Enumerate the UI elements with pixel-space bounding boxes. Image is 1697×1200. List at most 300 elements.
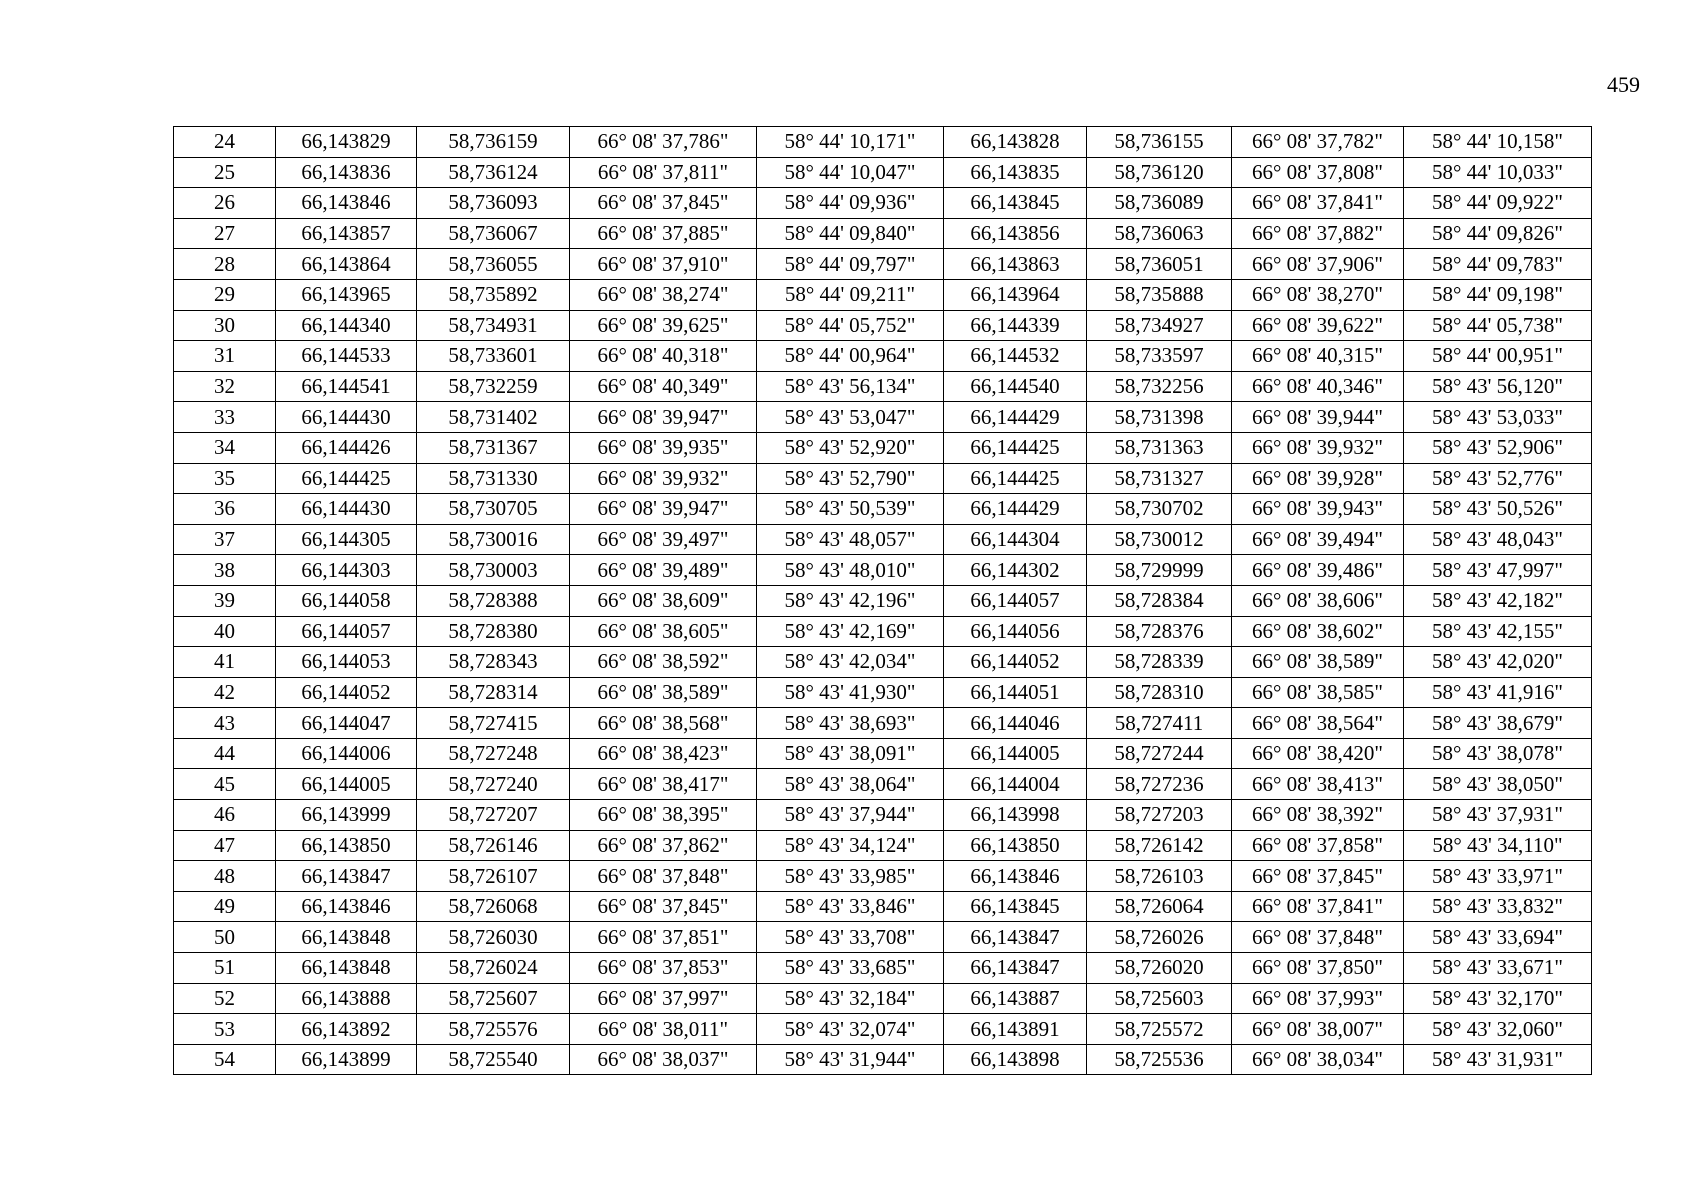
latitude-dms-alt-cell: 66° 08' 37,848" <box>1232 922 1404 953</box>
latitude-decimal-cell: 66,144541 <box>276 371 417 402</box>
longitude-decimal-alt-cell: 58,725536 <box>1087 1044 1232 1075</box>
latitude-dms-alt-cell: 66° 08' 38,413" <box>1232 769 1404 800</box>
latitude-decimal-alt-cell: 66,143856 <box>944 218 1087 249</box>
point-number-cell: 32 <box>174 371 276 402</box>
latitude-decimal-alt-cell: 66,143891 <box>944 1014 1087 1045</box>
longitude-decimal-cell: 58,730016 <box>417 524 570 555</box>
latitude-dms-cell: 66° 08' 39,497" <box>570 524 757 555</box>
table-row <box>174 402 1592 433</box>
longitude-decimal-cell: 58,731330 <box>417 463 570 494</box>
point-number-cell: 37 <box>174 524 276 555</box>
latitude-dms-cell: 66° 08' 39,935" <box>570 432 757 463</box>
latitude-dms-cell: 66° 08' 39,932" <box>570 463 757 494</box>
latitude-decimal-cell: 66,144426 <box>276 432 417 463</box>
latitude-dms-alt-cell: 66° 08' 37,782" <box>1232 127 1404 158</box>
longitude-dms-alt-cell: 58° 44' 09,826" <box>1404 218 1592 249</box>
point-number-cell: 45 <box>174 769 276 800</box>
point-number-cell: 29 <box>174 279 276 310</box>
longitude-dms-cell: 58° 43' 33,846" <box>757 891 944 922</box>
latitude-dms-alt-cell: 66° 08' 37,850" <box>1232 953 1404 984</box>
latitude-decimal-cell: 66,144057 <box>276 616 417 647</box>
latitude-dms-cell: 66° 08' 39,489" <box>570 555 757 586</box>
latitude-dms-cell: 66° 08' 38,589" <box>570 677 757 708</box>
point-number-cell: 50 <box>174 922 276 953</box>
longitude-dms-alt-cell: 58° 43' 32,060" <box>1404 1014 1592 1045</box>
latitude-dms-cell: 66° 08' 39,625" <box>570 310 757 341</box>
page-number: 459 <box>1607 72 1640 97</box>
longitude-decimal-cell: 58,727240 <box>417 769 570 800</box>
latitude-dms-cell: 66° 08' 37,862" <box>570 830 757 861</box>
longitude-decimal-alt-cell: 58,731363 <box>1087 432 1232 463</box>
longitude-dms-alt-cell: 58° 43' 52,906" <box>1404 432 1592 463</box>
longitude-dms-cell: 58° 43' 32,184" <box>757 983 944 1014</box>
table-row <box>174 769 1592 800</box>
table-row <box>174 494 1592 525</box>
latitude-dms-alt-cell: 66° 08' 37,808" <box>1232 157 1404 188</box>
longitude-decimal-cell: 58,736093 <box>417 188 570 219</box>
table-row <box>174 922 1592 953</box>
longitude-decimal-alt-cell: 58,731398 <box>1087 402 1232 433</box>
longitude-dms-alt-cell: 58° 43' 50,526" <box>1404 494 1592 525</box>
longitude-decimal-cell: 58,730705 <box>417 494 570 525</box>
latitude-decimal-cell: 66,143846 <box>276 188 417 219</box>
latitude-dms-cell: 66° 08' 37,851" <box>570 922 757 953</box>
longitude-decimal-cell: 58,734931 <box>417 310 570 341</box>
latitude-decimal-cell: 66,143836 <box>276 157 417 188</box>
table-row <box>174 708 1592 739</box>
latitude-dms-cell: 66° 08' 40,318" <box>570 341 757 372</box>
longitude-dms-cell: 58° 43' 33,708" <box>757 922 944 953</box>
latitude-decimal-alt-cell: 66,144302 <box>944 555 1087 586</box>
longitude-dms-alt-cell: 58° 43' 42,020" <box>1404 647 1592 678</box>
longitude-decimal-cell: 58,731367 <box>417 432 570 463</box>
table-row <box>174 218 1592 249</box>
table-row <box>174 127 1592 158</box>
latitude-dms-alt-cell: 66° 08' 39,622" <box>1232 310 1404 341</box>
latitude-dms-cell: 66° 08' 37,885" <box>570 218 757 249</box>
longitude-dms-cell: 58° 44' 09,797" <box>757 249 944 280</box>
longitude-decimal-alt-cell: 58,729999 <box>1087 555 1232 586</box>
longitude-dms-cell: 58° 43' 50,539" <box>757 494 944 525</box>
latitude-dms-alt-cell: 66° 08' 38,585" <box>1232 677 1404 708</box>
table-row <box>174 585 1592 616</box>
longitude-decimal-cell: 58,736067 <box>417 218 570 249</box>
longitude-dms-cell: 58° 43' 42,169" <box>757 616 944 647</box>
table-row <box>174 891 1592 922</box>
latitude-decimal-alt-cell: 66,143835 <box>944 157 1087 188</box>
coordinates-table <box>173 126 1592 1075</box>
longitude-decimal-alt-cell: 58,725572 <box>1087 1014 1232 1045</box>
longitude-dms-alt-cell: 58° 43' 34,110" <box>1404 830 1592 861</box>
latitude-dms-cell: 66° 08' 38,568" <box>570 708 757 739</box>
longitude-dms-cell: 58° 43' 38,693" <box>757 708 944 739</box>
longitude-decimal-alt-cell: 58,728339 <box>1087 647 1232 678</box>
point-number-cell: 24 <box>174 127 276 158</box>
longitude-dms-alt-cell: 58° 44' 05,738" <box>1404 310 1592 341</box>
longitude-decimal-cell: 58,726024 <box>417 953 570 984</box>
latitude-decimal-cell: 66,143829 <box>276 127 417 158</box>
latitude-decimal-alt-cell: 66,143998 <box>944 800 1087 831</box>
table-row <box>174 983 1592 1014</box>
table-body <box>174 127 1592 1075</box>
longitude-decimal-alt-cell: 58,735888 <box>1087 279 1232 310</box>
latitude-dms-cell: 66° 08' 38,592" <box>570 647 757 678</box>
longitude-dms-cell: 58° 43' 42,196" <box>757 585 944 616</box>
latitude-decimal-cell: 66,143888 <box>276 983 417 1014</box>
latitude-dms-alt-cell: 66° 08' 38,034" <box>1232 1044 1404 1075</box>
longitude-dms-alt-cell: 58° 43' 48,043" <box>1404 524 1592 555</box>
longitude-decimal-alt-cell: 58,728384 <box>1087 585 1232 616</box>
longitude-dms-cell: 58° 43' 56,134" <box>757 371 944 402</box>
longitude-decimal-cell: 58,736159 <box>417 127 570 158</box>
longitude-decimal-alt-cell: 58,730012 <box>1087 524 1232 555</box>
longitude-decimal-alt-cell: 58,728376 <box>1087 616 1232 647</box>
longitude-dms-cell: 58° 43' 41,930" <box>757 677 944 708</box>
table-row <box>174 953 1592 984</box>
latitude-dms-cell: 66° 08' 37,910" <box>570 249 757 280</box>
table-row <box>174 310 1592 341</box>
latitude-dms-cell: 66° 08' 37,848" <box>570 861 757 892</box>
longitude-decimal-alt-cell: 58,736089 <box>1087 188 1232 219</box>
longitude-dms-cell: 58° 43' 38,064" <box>757 769 944 800</box>
latitude-dms-alt-cell: 66° 08' 38,602" <box>1232 616 1404 647</box>
latitude-dms-alt-cell: 66° 08' 38,606" <box>1232 585 1404 616</box>
latitude-decimal-cell: 66,144303 <box>276 555 417 586</box>
table-row <box>174 738 1592 769</box>
longitude-decimal-cell: 58,726068 <box>417 891 570 922</box>
longitude-decimal-alt-cell: 58,727244 <box>1087 738 1232 769</box>
latitude-decimal-alt-cell: 66,144532 <box>944 341 1087 372</box>
point-number-cell: 44 <box>174 738 276 769</box>
longitude-decimal-cell: 58,736124 <box>417 157 570 188</box>
point-number-cell: 25 <box>174 157 276 188</box>
table-row <box>174 463 1592 494</box>
table-row <box>174 647 1592 678</box>
longitude-decimal-alt-cell: 58,734927 <box>1087 310 1232 341</box>
latitude-dms-cell: 66° 08' 38,011" <box>570 1014 757 1045</box>
longitude-dms-cell: 58° 43' 37,944" <box>757 800 944 831</box>
point-number-cell: 43 <box>174 708 276 739</box>
latitude-decimal-alt-cell: 66,143845 <box>944 891 1087 922</box>
longitude-decimal-alt-cell: 58,736155 <box>1087 127 1232 158</box>
table-row <box>174 616 1592 647</box>
latitude-dms-alt-cell: 66° 08' 40,315" <box>1232 341 1404 372</box>
latitude-dms-cell: 66° 08' 39,947" <box>570 402 757 433</box>
latitude-dms-alt-cell: 66° 08' 39,494" <box>1232 524 1404 555</box>
latitude-dms-alt-cell: 66° 08' 39,943" <box>1232 494 1404 525</box>
longitude-dms-alt-cell: 58° 43' 33,971" <box>1404 861 1592 892</box>
table-row <box>174 157 1592 188</box>
latitude-dms-cell: 66° 08' 39,947" <box>570 494 757 525</box>
longitude-decimal-alt-cell: 58,733597 <box>1087 341 1232 372</box>
longitude-decimal-alt-cell: 58,736120 <box>1087 157 1232 188</box>
longitude-decimal-alt-cell: 58,726026 <box>1087 922 1232 953</box>
point-number-cell: 41 <box>174 647 276 678</box>
latitude-decimal-alt-cell: 66,144540 <box>944 371 1087 402</box>
latitude-decimal-alt-cell: 66,143964 <box>944 279 1087 310</box>
latitude-decimal-alt-cell: 66,144425 <box>944 463 1087 494</box>
latitude-dms-alt-cell: 66° 08' 39,944" <box>1232 402 1404 433</box>
longitude-dms-alt-cell: 58° 44' 10,158" <box>1404 127 1592 158</box>
longitude-dms-cell: 58° 43' 52,920" <box>757 432 944 463</box>
longitude-dms-cell: 58° 43' 38,091" <box>757 738 944 769</box>
latitude-decimal-alt-cell: 66,144057 <box>944 585 1087 616</box>
latitude-decimal-cell: 66,144340 <box>276 310 417 341</box>
table-row <box>174 861 1592 892</box>
point-number-cell: 52 <box>174 983 276 1014</box>
latitude-decimal-cell: 66,144058 <box>276 585 417 616</box>
table-row <box>174 341 1592 372</box>
point-number-cell: 53 <box>174 1014 276 1045</box>
longitude-decimal-cell: 58,728380 <box>417 616 570 647</box>
longitude-dms-alt-cell: 58° 43' 38,078" <box>1404 738 1592 769</box>
longitude-dms-alt-cell: 58° 44' 09,783" <box>1404 249 1592 280</box>
latitude-dms-cell: 66° 08' 38,037" <box>570 1044 757 1075</box>
longitude-decimal-cell: 58,733601 <box>417 341 570 372</box>
longitude-decimal-alt-cell: 58,726103 <box>1087 861 1232 892</box>
latitude-decimal-cell: 66,143999 <box>276 800 417 831</box>
latitude-dms-alt-cell: 66° 08' 37,858" <box>1232 830 1404 861</box>
point-number-cell: 38 <box>174 555 276 586</box>
table-row <box>174 249 1592 280</box>
latitude-decimal-cell: 66,143857 <box>276 218 417 249</box>
longitude-dms-alt-cell: 58° 43' 47,997" <box>1404 555 1592 586</box>
longitude-decimal-alt-cell: 58,727236 <box>1087 769 1232 800</box>
latitude-decimal-alt-cell: 66,143847 <box>944 922 1087 953</box>
latitude-decimal-alt-cell: 66,143863 <box>944 249 1087 280</box>
point-number-cell: 47 <box>174 830 276 861</box>
latitude-decimal-cell: 66,143847 <box>276 861 417 892</box>
longitude-decimal-cell: 58,726146 <box>417 830 570 861</box>
latitude-decimal-alt-cell: 66,143828 <box>944 127 1087 158</box>
latitude-decimal-alt-cell: 66,144004 <box>944 769 1087 800</box>
table-row <box>174 279 1592 310</box>
latitude-dms-alt-cell: 66° 08' 39,486" <box>1232 555 1404 586</box>
longitude-decimal-cell: 58,727415 <box>417 708 570 739</box>
latitude-dms-alt-cell: 66° 08' 37,845" <box>1232 861 1404 892</box>
latitude-decimal-alt-cell: 66,144052 <box>944 647 1087 678</box>
latitude-dms-cell: 66° 08' 38,605" <box>570 616 757 647</box>
longitude-decimal-alt-cell: 58,726142 <box>1087 830 1232 861</box>
latitude-decimal-alt-cell: 66,143887 <box>944 983 1087 1014</box>
point-number-cell: 35 <box>174 463 276 494</box>
longitude-dms-cell: 58° 44' 09,211" <box>757 279 944 310</box>
table-row <box>174 1044 1592 1075</box>
longitude-decimal-cell: 58,727248 <box>417 738 570 769</box>
longitude-dms-cell: 58° 43' 34,124" <box>757 830 944 861</box>
point-number-cell: 40 <box>174 616 276 647</box>
latitude-dms-alt-cell: 66° 08' 38,589" <box>1232 647 1404 678</box>
latitude-dms-alt-cell: 66° 08' 37,906" <box>1232 249 1404 280</box>
longitude-decimal-cell: 58,725576 <box>417 1014 570 1045</box>
longitude-decimal-cell: 58,731402 <box>417 402 570 433</box>
point-number-cell: 28 <box>174 249 276 280</box>
point-number-cell: 34 <box>174 432 276 463</box>
point-number-cell: 49 <box>174 891 276 922</box>
latitude-decimal-cell: 66,144305 <box>276 524 417 555</box>
latitude-dms-cell: 66° 08' 37,845" <box>570 891 757 922</box>
table-row <box>174 830 1592 861</box>
latitude-decimal-cell: 66,144006 <box>276 738 417 769</box>
longitude-dms-alt-cell: 58° 43' 56,120" <box>1404 371 1592 402</box>
latitude-decimal-alt-cell: 66,144339 <box>944 310 1087 341</box>
longitude-dms-cell: 58° 44' 09,936" <box>757 188 944 219</box>
latitude-dms-cell: 66° 08' 38,395" <box>570 800 757 831</box>
latitude-decimal-alt-cell: 66,144046 <box>944 708 1087 739</box>
latitude-decimal-cell: 66,144052 <box>276 677 417 708</box>
longitude-decimal-alt-cell: 58,727411 <box>1087 708 1232 739</box>
table-row <box>174 1014 1592 1045</box>
longitude-dms-alt-cell: 58° 43' 42,182" <box>1404 585 1592 616</box>
longitude-dms-alt-cell: 58° 43' 42,155" <box>1404 616 1592 647</box>
longitude-dms-alt-cell: 58° 43' 37,931" <box>1404 800 1592 831</box>
latitude-dms-cell: 66° 08' 37,845" <box>570 188 757 219</box>
point-number-cell: 30 <box>174 310 276 341</box>
point-number-cell: 39 <box>174 585 276 616</box>
longitude-dms-alt-cell: 58° 43' 38,679" <box>1404 708 1592 739</box>
longitude-decimal-cell: 58,728343 <box>417 647 570 678</box>
longitude-dms-cell: 58° 43' 42,034" <box>757 647 944 678</box>
latitude-dms-alt-cell: 66° 08' 37,882" <box>1232 218 1404 249</box>
latitude-decimal-cell: 66,143864 <box>276 249 417 280</box>
longitude-dms-cell: 58° 44' 10,047" <box>757 157 944 188</box>
longitude-decimal-cell: 58,730003 <box>417 555 570 586</box>
latitude-decimal-alt-cell: 66,144005 <box>944 738 1087 769</box>
point-number-cell: 51 <box>174 953 276 984</box>
latitude-decimal-alt-cell: 66,144429 <box>944 494 1087 525</box>
latitude-decimal-alt-cell: 66,144304 <box>944 524 1087 555</box>
latitude-decimal-cell: 66,144005 <box>276 769 417 800</box>
latitude-decimal-alt-cell: 66,144051 <box>944 677 1087 708</box>
latitude-decimal-cell: 66,143965 <box>276 279 417 310</box>
longitude-dms-cell: 58° 44' 09,840" <box>757 218 944 249</box>
latitude-dms-alt-cell: 66° 08' 38,564" <box>1232 708 1404 739</box>
longitude-decimal-alt-cell: 58,736051 <box>1087 249 1232 280</box>
longitude-dms-alt-cell: 58° 43' 33,671" <box>1404 953 1592 984</box>
longitude-decimal-cell: 58,725607 <box>417 983 570 1014</box>
longitude-decimal-alt-cell: 58,732256 <box>1087 371 1232 402</box>
latitude-dms-alt-cell: 66° 08' 37,841" <box>1232 188 1404 219</box>
table-row <box>174 677 1592 708</box>
longitude-dms-alt-cell: 58° 43' 33,832" <box>1404 891 1592 922</box>
longitude-decimal-alt-cell: 58,726064 <box>1087 891 1232 922</box>
latitude-dms-cell: 66° 08' 37,853" <box>570 953 757 984</box>
longitude-dms-alt-cell: 58° 44' 09,922" <box>1404 188 1592 219</box>
longitude-dms-cell: 58° 43' 31,944" <box>757 1044 944 1075</box>
latitude-decimal-alt-cell: 66,144056 <box>944 616 1087 647</box>
longitude-dms-cell: 58° 44' 10,171" <box>757 127 944 158</box>
table-row <box>174 524 1592 555</box>
longitude-decimal-cell: 58,732259 <box>417 371 570 402</box>
latitude-decimal-alt-cell: 66,143850 <box>944 830 1087 861</box>
latitude-decimal-cell: 66,144430 <box>276 402 417 433</box>
latitude-decimal-alt-cell: 66,143847 <box>944 953 1087 984</box>
longitude-dms-cell: 58° 44' 05,752" <box>757 310 944 341</box>
latitude-decimal-alt-cell: 66,143846 <box>944 861 1087 892</box>
table-row <box>174 188 1592 219</box>
latitude-decimal-cell: 66,143848 <box>276 922 417 953</box>
point-number-cell: 54 <box>174 1044 276 1075</box>
longitude-decimal-alt-cell: 58,728310 <box>1087 677 1232 708</box>
latitude-decimal-cell: 66,144430 <box>276 494 417 525</box>
longitude-dms-cell: 58° 43' 48,010" <box>757 555 944 586</box>
longitude-dms-cell: 58° 43' 33,985" <box>757 861 944 892</box>
longitude-decimal-cell: 58,726030 <box>417 922 570 953</box>
latitude-dms-alt-cell: 66° 08' 38,270" <box>1232 279 1404 310</box>
longitude-dms-alt-cell: 58° 43' 53,033" <box>1404 402 1592 433</box>
longitude-decimal-alt-cell: 58,731327 <box>1087 463 1232 494</box>
point-number-cell: 26 <box>174 188 276 219</box>
latitude-dms-cell: 66° 08' 37,997" <box>570 983 757 1014</box>
latitude-dms-alt-cell: 66° 08' 39,932" <box>1232 432 1404 463</box>
table-row <box>174 555 1592 586</box>
longitude-decimal-cell: 58,727207 <box>417 800 570 831</box>
longitude-dms-alt-cell: 58° 44' 10,033" <box>1404 157 1592 188</box>
latitude-decimal-cell: 66,143846 <box>276 891 417 922</box>
longitude-dms-cell: 58° 43' 48,057" <box>757 524 944 555</box>
latitude-dms-cell: 66° 08' 38,609" <box>570 585 757 616</box>
longitude-decimal-cell: 58,736055 <box>417 249 570 280</box>
latitude-dms-alt-cell: 66° 08' 37,841" <box>1232 891 1404 922</box>
longitude-dms-cell: 58° 43' 52,790" <box>757 463 944 494</box>
longitude-decimal-cell: 58,726107 <box>417 861 570 892</box>
latitude-dms-alt-cell: 66° 08' 40,346" <box>1232 371 1404 402</box>
latitude-decimal-cell: 66,144053 <box>276 647 417 678</box>
latitude-dms-cell: 66° 08' 37,786" <box>570 127 757 158</box>
latitude-dms-alt-cell: 66° 08' 39,928" <box>1232 463 1404 494</box>
latitude-decimal-cell: 66,143850 <box>276 830 417 861</box>
latitude-decimal-cell: 66,144047 <box>276 708 417 739</box>
point-number-cell: 33 <box>174 402 276 433</box>
latitude-decimal-cell: 66,143892 <box>276 1014 417 1045</box>
latitude-decimal-alt-cell: 66,143898 <box>944 1044 1087 1075</box>
point-number-cell: 46 <box>174 800 276 831</box>
longitude-decimal-alt-cell: 58,725603 <box>1087 983 1232 1014</box>
longitude-decimal-cell: 58,728314 <box>417 677 570 708</box>
longitude-dms-cell: 58° 43' 33,685" <box>757 953 944 984</box>
latitude-decimal-cell: 66,143848 <box>276 953 417 984</box>
latitude-dms-alt-cell: 66° 08' 38,392" <box>1232 800 1404 831</box>
latitude-dms-cell: 66° 08' 37,811" <box>570 157 757 188</box>
latitude-dms-alt-cell: 66° 08' 37,993" <box>1232 983 1404 1014</box>
longitude-decimal-alt-cell: 58,727203 <box>1087 800 1232 831</box>
latitude-decimal-alt-cell: 66,144429 <box>944 402 1087 433</box>
point-number-cell: 27 <box>174 218 276 249</box>
latitude-decimal-alt-cell: 66,144425 <box>944 432 1087 463</box>
longitude-dms-alt-cell: 58° 43' 41,916" <box>1404 677 1592 708</box>
longitude-decimal-alt-cell: 58,730702 <box>1087 494 1232 525</box>
latitude-dms-cell: 66° 08' 38,274" <box>570 279 757 310</box>
longitude-dms-alt-cell: 58° 43' 32,170" <box>1404 983 1592 1014</box>
latitude-dms-alt-cell: 66° 08' 38,007" <box>1232 1014 1404 1045</box>
point-number-cell: 48 <box>174 861 276 892</box>
latitude-decimal-alt-cell: 66,143845 <box>944 188 1087 219</box>
point-number-cell: 36 <box>174 494 276 525</box>
longitude-dms-alt-cell: 58° 44' 00,951" <box>1404 341 1592 372</box>
longitude-dms-cell: 58° 44' 00,964" <box>757 341 944 372</box>
table-row <box>174 432 1592 463</box>
longitude-decimal-alt-cell: 58,736063 <box>1087 218 1232 249</box>
longitude-decimal-alt-cell: 58,726020 <box>1087 953 1232 984</box>
table-row <box>174 371 1592 402</box>
table-row <box>174 800 1592 831</box>
latitude-dms-cell: 66° 08' 38,423" <box>570 738 757 769</box>
longitude-dms-cell: 58° 43' 53,047" <box>757 402 944 433</box>
longitude-dms-cell: 58° 43' 32,074" <box>757 1014 944 1045</box>
point-number-cell: 31 <box>174 341 276 372</box>
longitude-dms-alt-cell: 58° 43' 38,050" <box>1404 769 1592 800</box>
point-number-cell: 42 <box>174 677 276 708</box>
